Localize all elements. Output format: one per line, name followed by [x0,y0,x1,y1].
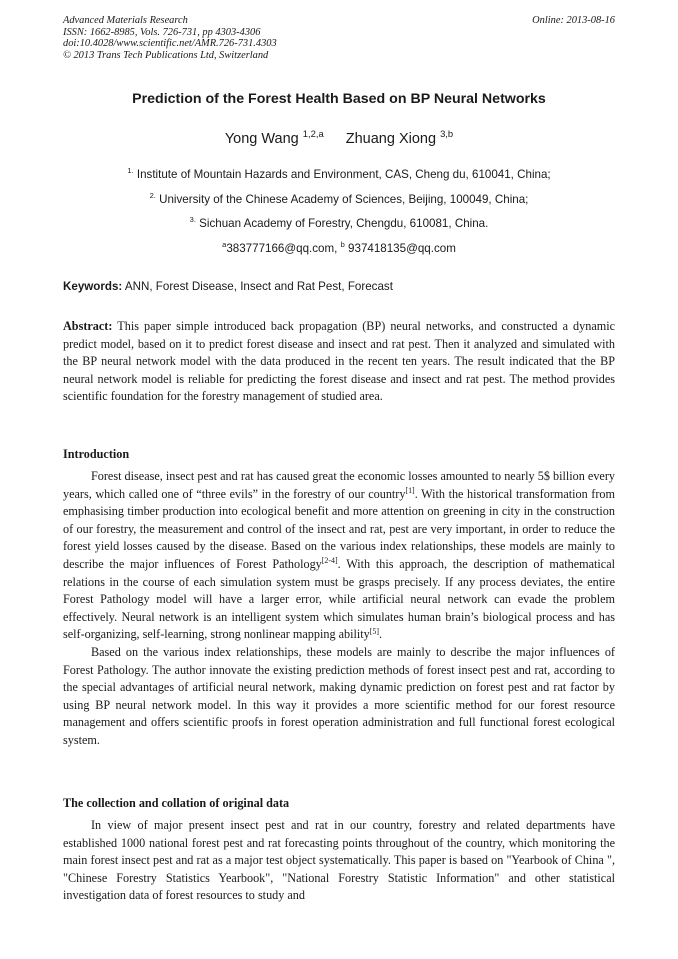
page-header [63,15,615,61]
email-b: 937418135@qq.com [348,242,456,255]
affiliation-sup: 3. [189,215,196,225]
affiliation-sup: 2. [149,191,156,201]
abstract-text: This paper simple introduced back propagation (BP) neural networks, and constructed a dynamic predict model, based on it to predict forest disease and insect and rat pest. Then it analyzed and simulated with the BP neural network model with the data produced in the recent ten years. The result indicated that the BP neural network model is reliable for predicting the forest disease and insect and rat pest. The method provides scientific foundation for the forestry management of studied area. [63,319,616,404]
text-run: . [379,627,383,642]
section-heading-introduction: Introduction [63,447,130,461]
author-name: Yong Wang [224,131,299,147]
section-heading-data: The collection and collation of original data [63,796,290,810]
affiliation-2 [0,193,678,206]
text-run: Forest disease, insect pest and rat has caused great the economic losses amounted to nearly 5$ billion every years, which called one of “three evils” in the forestry of our country [63,469,615,501]
affiliation-3 [0,217,678,230]
author-emails [0,242,678,255]
abstract-label: Abstract: [63,319,113,333]
online-date: Online: 2013-08-16 [532,15,615,26]
introduction-body [63,468,615,750]
author-line [0,128,678,147]
email-sup-a: a [222,240,227,250]
text-run: . With this approach, the description of mathematical relations in the course of each simulation system must be grasps precisely. If any process deviates, the entire Forest Pathology model will have a larger error, while artificial neural network can evade the problem effectively. Neural network is an intelligent system which simulates human brain’s biological process and has self-organizing, self-learning, strong nonlinear mapping ability [63,556,615,642]
keywords-label: Keywords: [63,280,123,293]
email-sup-b: b [340,240,345,250]
affiliation-text: Institute of Mountain Hazards and Environment, CAS, Cheng du, 610041, China; [136,168,551,181]
text-run: . With the historical transformation from emphasising timber production into ecological benefit and more attention on greening in city in the construction of our forestry, the measurement and control of the insect and rat, pest are very important, in order to reduce the forest yield losses caused by the disease. Based on the various index relationships, these models are mainly to describe the major influences of Forest Pathology [63,486,615,571]
paper-title: Prediction of the Forest Health Based on BP Neural Networks [132,91,546,107]
abstract [63,318,615,406]
data-section-body [63,817,615,905]
affiliation-text: Sichuan Academy of Forestry, Chengdu, 610081, China. [199,217,489,230]
doi-line: doi:10.4028/www.scientific.net/AMR.726-731.4303 [63,38,277,50]
journal-name: Advanced Materials Research [63,15,188,26]
author-affiliation-sup: 1,2,a [302,128,324,140]
citation: [1] [405,485,415,495]
citation: [2-4] [321,556,338,566]
copyright-line: © 2013 Trans Tech Publications Ltd, Switzerland [63,49,269,61]
paragraph: Based on the various index relationships, these models are mainly to describe the major influences of Forest Pathology. The author innovate the existing prediction methods of forest insect pest and rat, according to the special advantages of artificial neural network, making dynamic prediction on forest pest and rat factor by using BP neural network model. In this way it provides a more scientific method for our forest resource management and offers scientific proofs in forest operation administration and full functional forest ecological system. [63,644,615,747]
keywords-text: ANN, Forest Disease, Insect and Rat Pest, Forecast [124,280,393,293]
citation: [5] [369,626,380,636]
author-affiliation-sup: 3,b [440,128,454,140]
author-name: Zhuang Xiong [345,131,437,147]
keywords [63,280,615,293]
issn-line: ISSN: 1662-8985, Vols. 726-731, pp 4303-4306 [63,26,261,38]
paragraph [63,468,615,644]
affiliation-1 [0,168,678,181]
affiliation-text: University of the Chinese Academy of Sciences, Beijing, 100049, China; [159,193,529,206]
paragraph: In view of major present insect pest and rat in our country, forestry and related departments have established 1000 national forest pest and rat forecasting points throughout of the country, which monitoring the main forest insect pest and rat as a major test object systematically. This paper is based on "Yearbook of China ", "Chinese Forestry Statistics Yearbook", "National Forestry Statistic Information" and other statistical investigation data of forest resources to study and [63,818,615,903]
affiliation-sup: 1. [127,166,134,176]
email-a: 383777166@qq.com, [226,242,338,255]
